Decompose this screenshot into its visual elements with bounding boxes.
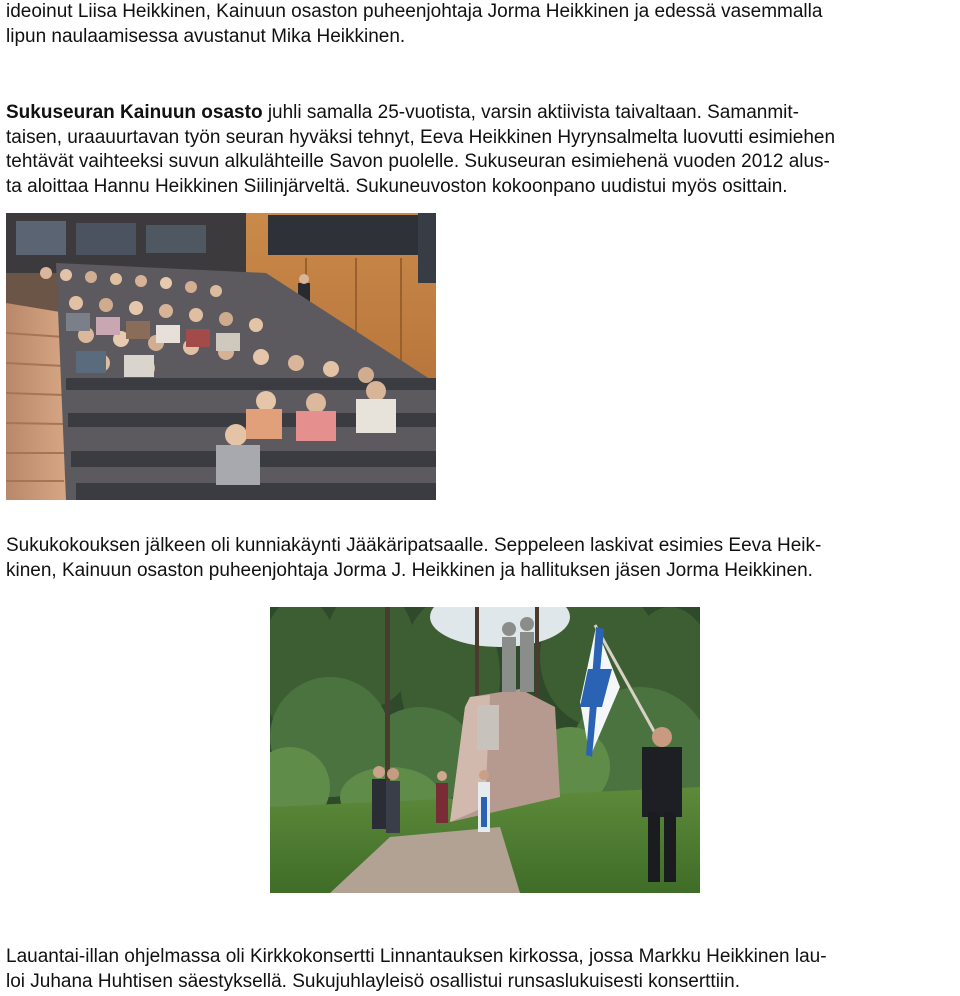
paragraph-kainuun-osasto — [6, 101, 956, 199]
paragraph-kirkkokonsertti — [6, 945, 956, 994]
text-line: ta aloittaa Hannu Heikkinen Siilinjärveltä. Sukuneuvoston kokoonpano uudistui myös osittain. — [6, 175, 788, 197]
paragraph-lipun-naulaus — [6, 0, 956, 49]
text-line: kinen, Kainuun osaston puheenjohtaja Jorma J. Heikkinen ja hallituksen jäsen Jorma Heikkinen. — [6, 559, 813, 581]
bold-lead: Sukuseuran Kainuun osasto — [6, 102, 263, 123]
text-line: tehtävät vaihteeksi suvun alkulähteille Savon puolelle. Sukuseuran esimiehenä vuoden 2012 alus- — [6, 151, 830, 172]
text-line: lipun naulaamisessa avustanut Mika Heikkinen. — [6, 25, 406, 47]
text-line: Sukukokouksen jälkeen oli kunniakäynti Jääkäripatsaalle. Seppeleen laskivat esimies Eeva Heik- — [6, 535, 822, 556]
text-line: taisen, uraauurtavan työn seuran hyväksi tehnyt, Eeva Heikkinen Hyrynsalmelta luovutti esimiehen — [6, 126, 836, 148]
monument-wreath-laying-photo — [270, 607, 700, 893]
text-line — [6, 101, 956, 126]
text-line: Lauantai-illan ohjelmassa oli Kirkkokonsertti Linnantauksen kirkossa, jossa Markku Heikkinen lau- — [6, 946, 827, 967]
text-run: juhli samalla 25-vuotista, varsin aktiivista taivaltaan. Samanmit- — [262, 102, 799, 123]
text-line: ideoinut Liisa Heikkinen, Kainuun osaston puheenjohtaja Jorma Heikkinen ja edessä vasemmalla — [6, 1, 823, 22]
paragraph-kunniakaynti — [6, 534, 956, 583]
text-line: loi Juhana Huhtisen säestyksellä. Sukujuhlayleisö osallistui runsaslukuisesti konserttiin. — [6, 970, 740, 992]
auditorium-audience-photo — [6, 213, 436, 500]
